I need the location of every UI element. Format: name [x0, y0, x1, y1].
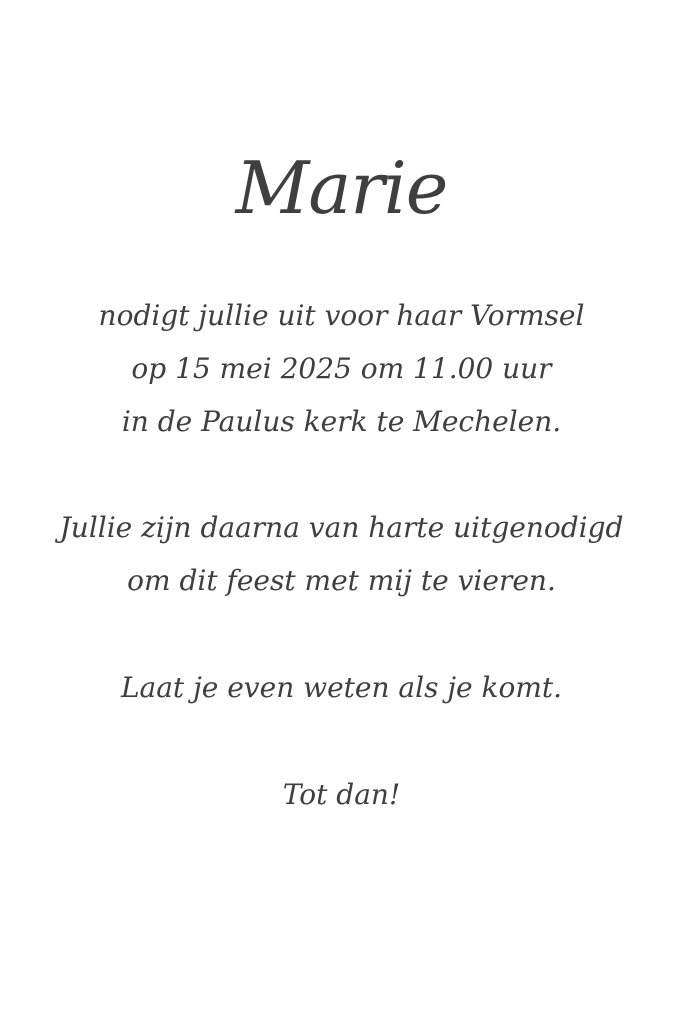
- celebrant-name: Marie: [235, 146, 448, 230]
- celebration-line-1: Jullie zijn daarna van harte uitgenodigd: [59, 511, 624, 544]
- closing-line: Tot dan!: [282, 778, 401, 811]
- invitation-line-1: nodigt jullie uit voor haar Vormsel: [98, 299, 585, 332]
- invitation-location-line: in de Paulus kerk te Mechelen.: [121, 405, 562, 438]
- rsvp-line: Laat je even weten als je komt.: [120, 671, 563, 704]
- celebration-line-2: om dit feest met mij te vieren.: [127, 564, 556, 597]
- invitation-date-line: op 15 mei 2025 om 11.00 uur: [131, 352, 552, 385]
